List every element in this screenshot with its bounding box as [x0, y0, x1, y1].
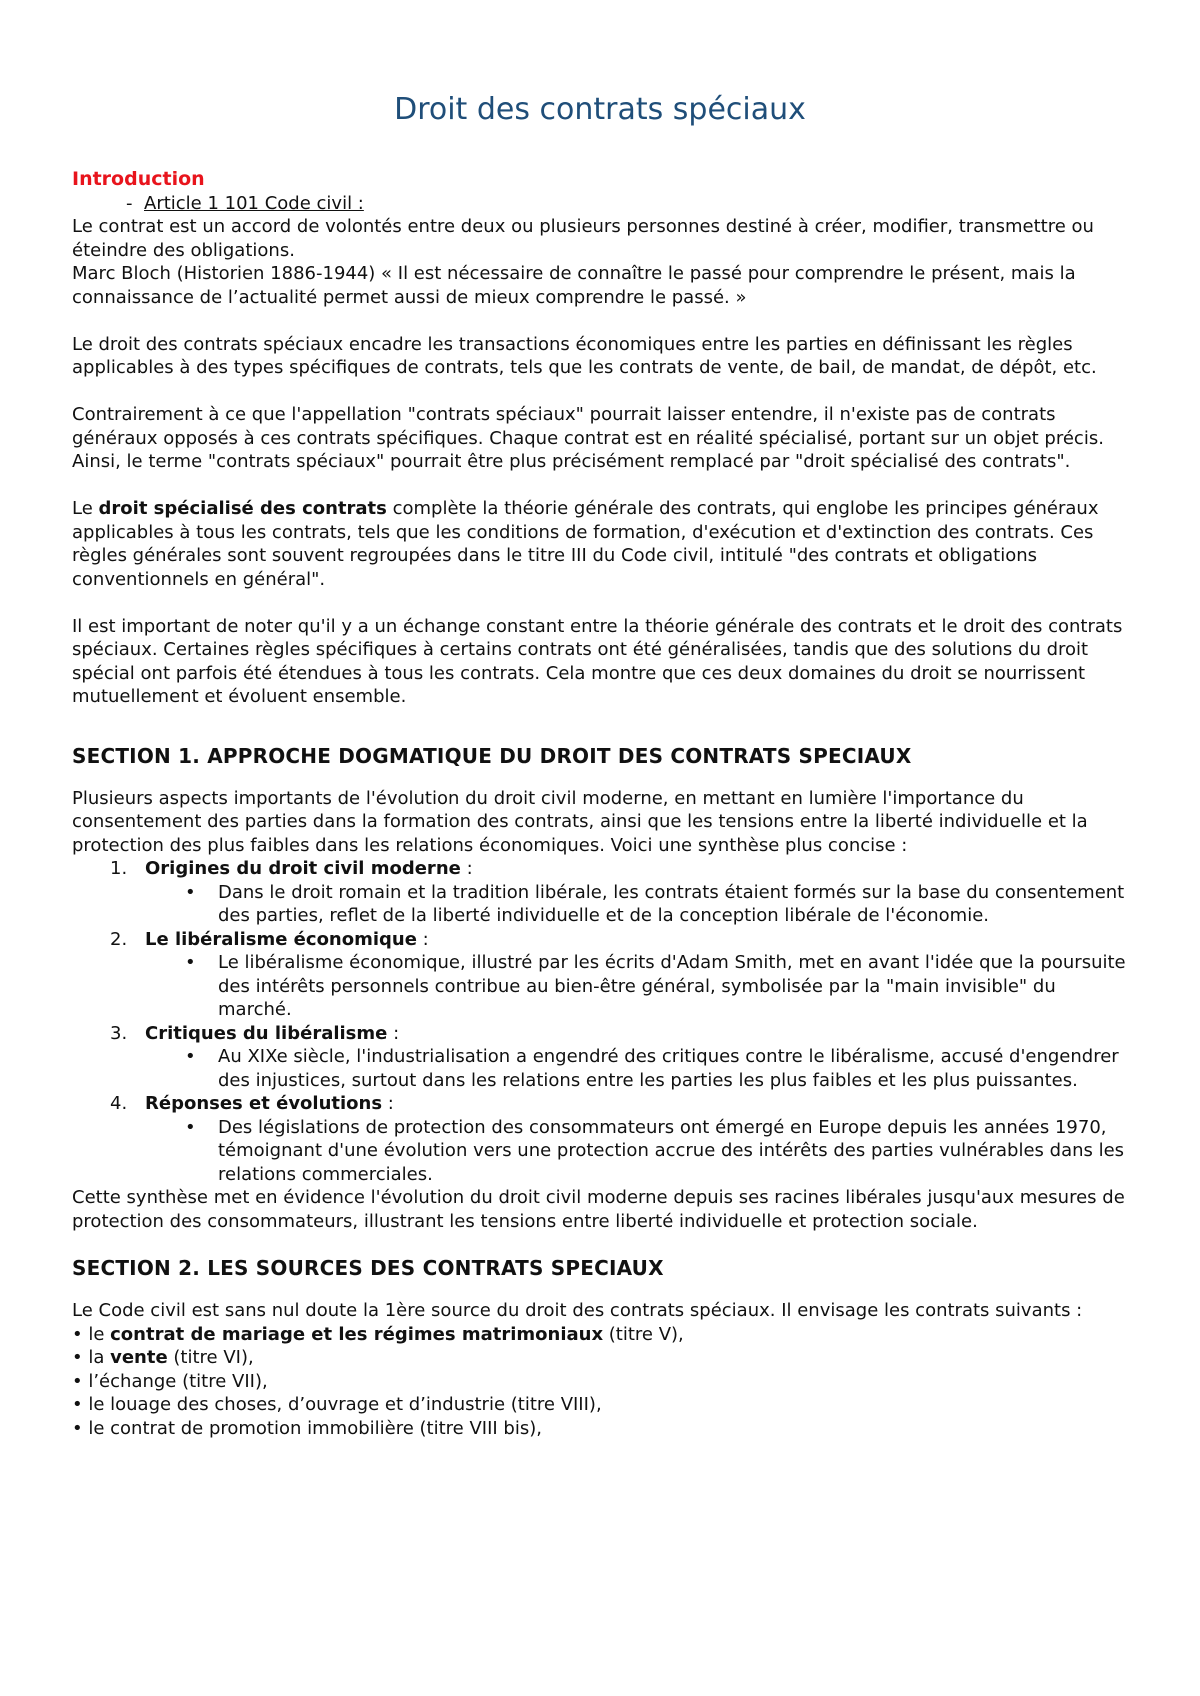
list-sub-item: • Au XIXe siècle, l'industrialisation a engendré des critiques contre le libéralisme, accusé d'engendrer des injustices, surtout dans les relations entre les parties les plus faibles et les plus puissantes. [185, 1046, 1119, 1091]
bullet-icon: • [185, 1046, 196, 1067]
list-item: 3. Critiques du libéralisme : • Au XIXe siècle, l'industrialisation a engendré des critiques contre le libéralisme, accusé d'engendrer des injustices, surtout dans les relations entre les parties les plus faibles et les plus puissantes. [72, 1022, 1128, 1093]
intro-paragraph-2: Contrairement à ce que l'appellation "contrats spéciaux" pourrait laisser entendre, il n'existe pas de contrats généraux opposés à ces contrats spécifiques. Chaque contrat est en réalité spécialisé, portant sur un objet précis. Ainsi, le terme "contrats spéciaux" pourrait être plus précisément remplacé par "droit spécialisé des contrats". [72, 404, 1104, 472]
article-reference-line [72, 192, 1128, 216]
bullet-icon: • [185, 1116, 196, 1138]
list-item-title: Réponses et évolutions [145, 1093, 383, 1114]
dash-marker: - [126, 192, 133, 214]
article-reference: Article 1 101 Code civil : [144, 192, 364, 214]
list-item: • l’échange (titre VII), [72, 1370, 268, 1392]
intro-paragraph-4: Il est important de noter qu'il y a un échange constant entre la théorie générale des contrats et le droit des contrats spéciaux. Certaines règles spécifiques à certains contrats ont été généralisées, tandis que des solutions du droit spécial ont parfois été étendues à tous les contrats. Cela montre que ces deux domaines du droit se nourrissent mutuellement et évoluent ensemble. [72, 615, 1123, 707]
bullet-icon: • [185, 952, 196, 973]
introduction-heading: Introduction [72, 168, 205, 190]
section-2-list [72, 1323, 1128, 1441]
list-item: • le contrat de mariage et les régimes matrimoniaux (titre V), [72, 1323, 684, 1345]
section-1-intro: Plusieurs aspects importants de l'évolution du droit civil moderne, en mettant en lumière l'importance du consentement des parties dans la formation des contrats, ainsi que les tensions entre la liberté individuelle et la protection des plus faibles dans les relations économiques. Voici une synthèse plus concise : [72, 787, 1088, 856]
intro-paragraph-1: Le droit des contrats spéciaux encadre les transactions économiques entre les parties en définissant les règles applicables à des types spécifiques de contrats, tels que les contrats de vente, de bail, de mandat, de dépôt, etc. [72, 333, 1097, 378]
marc-bloch-quote: Marc Bloch (Historien 1886-1944) « Il est nécessaire de connaître le passé pour comprendre le présent, mais la connaissance de l’actualité permet aussi de mieux comprendre le passé. » [72, 263, 1076, 308]
list-sub-item: • Le libéralisme économique, illustré par les écrits d'Adam Smith, met en avant l'idée que la poursuite des intérêts personnels contribue au bien-être général, symbolisée par la "main invisible" du marché. [185, 952, 1126, 1020]
section-1 [72, 743, 1128, 1234]
list-item: • le contrat de promotion immobilière (titre VIII bis), [72, 1417, 542, 1439]
list-item: 4. Réponses et évolutions : • Des législations de protection des consommateurs ont émergé en Europe depuis les années 1970, témoignant d'une évolution vers une protection accrue des intérêts des parties vulnérables dans les relations commerciales. [72, 1092, 1128, 1186]
section-1-conclusion: Cette synthèse met en évidence l'évolution du droit civil moderne depuis ses racines libérales jusqu'aux mesures de protection des consommateurs, illustrant les tensions entre liberté individuelle et protection sociale. [72, 1187, 1125, 1232]
list-item: • la vente (titre VI), [72, 1347, 254, 1368]
list-item-title: Le libéralisme économique [145, 928, 417, 950]
section-2 [72, 1255, 1128, 1440]
introduction-section [72, 168, 1128, 709]
bullet-icon: • [185, 881, 196, 903]
list-sub-item: • Des législations de protection des consommateurs ont émergé en Europe depuis les années 1970, témoignant d'une évolution vers une protection accrue des intérêts des parties vulnérables dans les relations commerciales. [185, 1116, 1125, 1185]
document-title: Droit des contrats spéciaux [394, 92, 806, 127]
list-item: 2. Le libéralisme économique : • Le libéralisme économique, illustré par les écrits d'Adam Smith, met en avant l'idée que la poursuite des intérêts personnels contribue au bien-être général, symbolisée par la "main invisible" du marché. [72, 928, 1128, 1022]
contract-definition: Le contrat est un accord de volontés entre deux ou plusieurs personnes destiné à créer, modifier, transmettre ou éteindre des obligations. [72, 216, 1094, 261]
section-2-heading: SECTION 2. LES SOURCES DES CONTRATS SPECIAUX [72, 1256, 664, 1280]
list-item-title: Origines du droit civil moderne [145, 858, 461, 879]
list-sub-item: • Dans le droit romain et la tradition libérale, les contrats étaient formés sur la base du consentement des parties, reflet de la liberté individuelle et de la conception libérale de l'économie. [185, 881, 1125, 926]
bold-term: droit spécialisé des contrats [98, 498, 387, 519]
list-item: 1. Origines du droit civil moderne : • Dans le droit romain et la tradition libérale, les contrats étaient formés sur la base du consentement des parties, reflet de la liberté individuelle et de la conception libérale de l'économie. [72, 857, 1128, 928]
section-1-list [72, 857, 1128, 1186]
list-item-title: Critiques du libéralisme [145, 1022, 388, 1044]
intro-paragraph-3: Le droit spécialisé des contrats complète la théorie générale des contrats, qui englobe les principes généraux applicables à tous les contrats, tels que les conditions de formation, d'exécution et d'extinction des contrats. Ces règles générales sont souvent regroupées dans le titre III du Code civil, intitulé "des contrats et obligations conventionnels en général". [72, 498, 1099, 590]
list-item: • le louage des choses, d’ouvrage et d’industrie (titre VIII), [72, 1394, 602, 1415]
section-1-heading: SECTION 1. APPROCHE DOGMATIQUE DU DROIT DES CONTRATS SPECIAUX [72, 743, 912, 768]
section-2-intro: Le Code civil est sans nul doute la 1ère source du droit des contrats spéciaux. Il envisage les contrats suivants : [72, 1300, 1083, 1321]
